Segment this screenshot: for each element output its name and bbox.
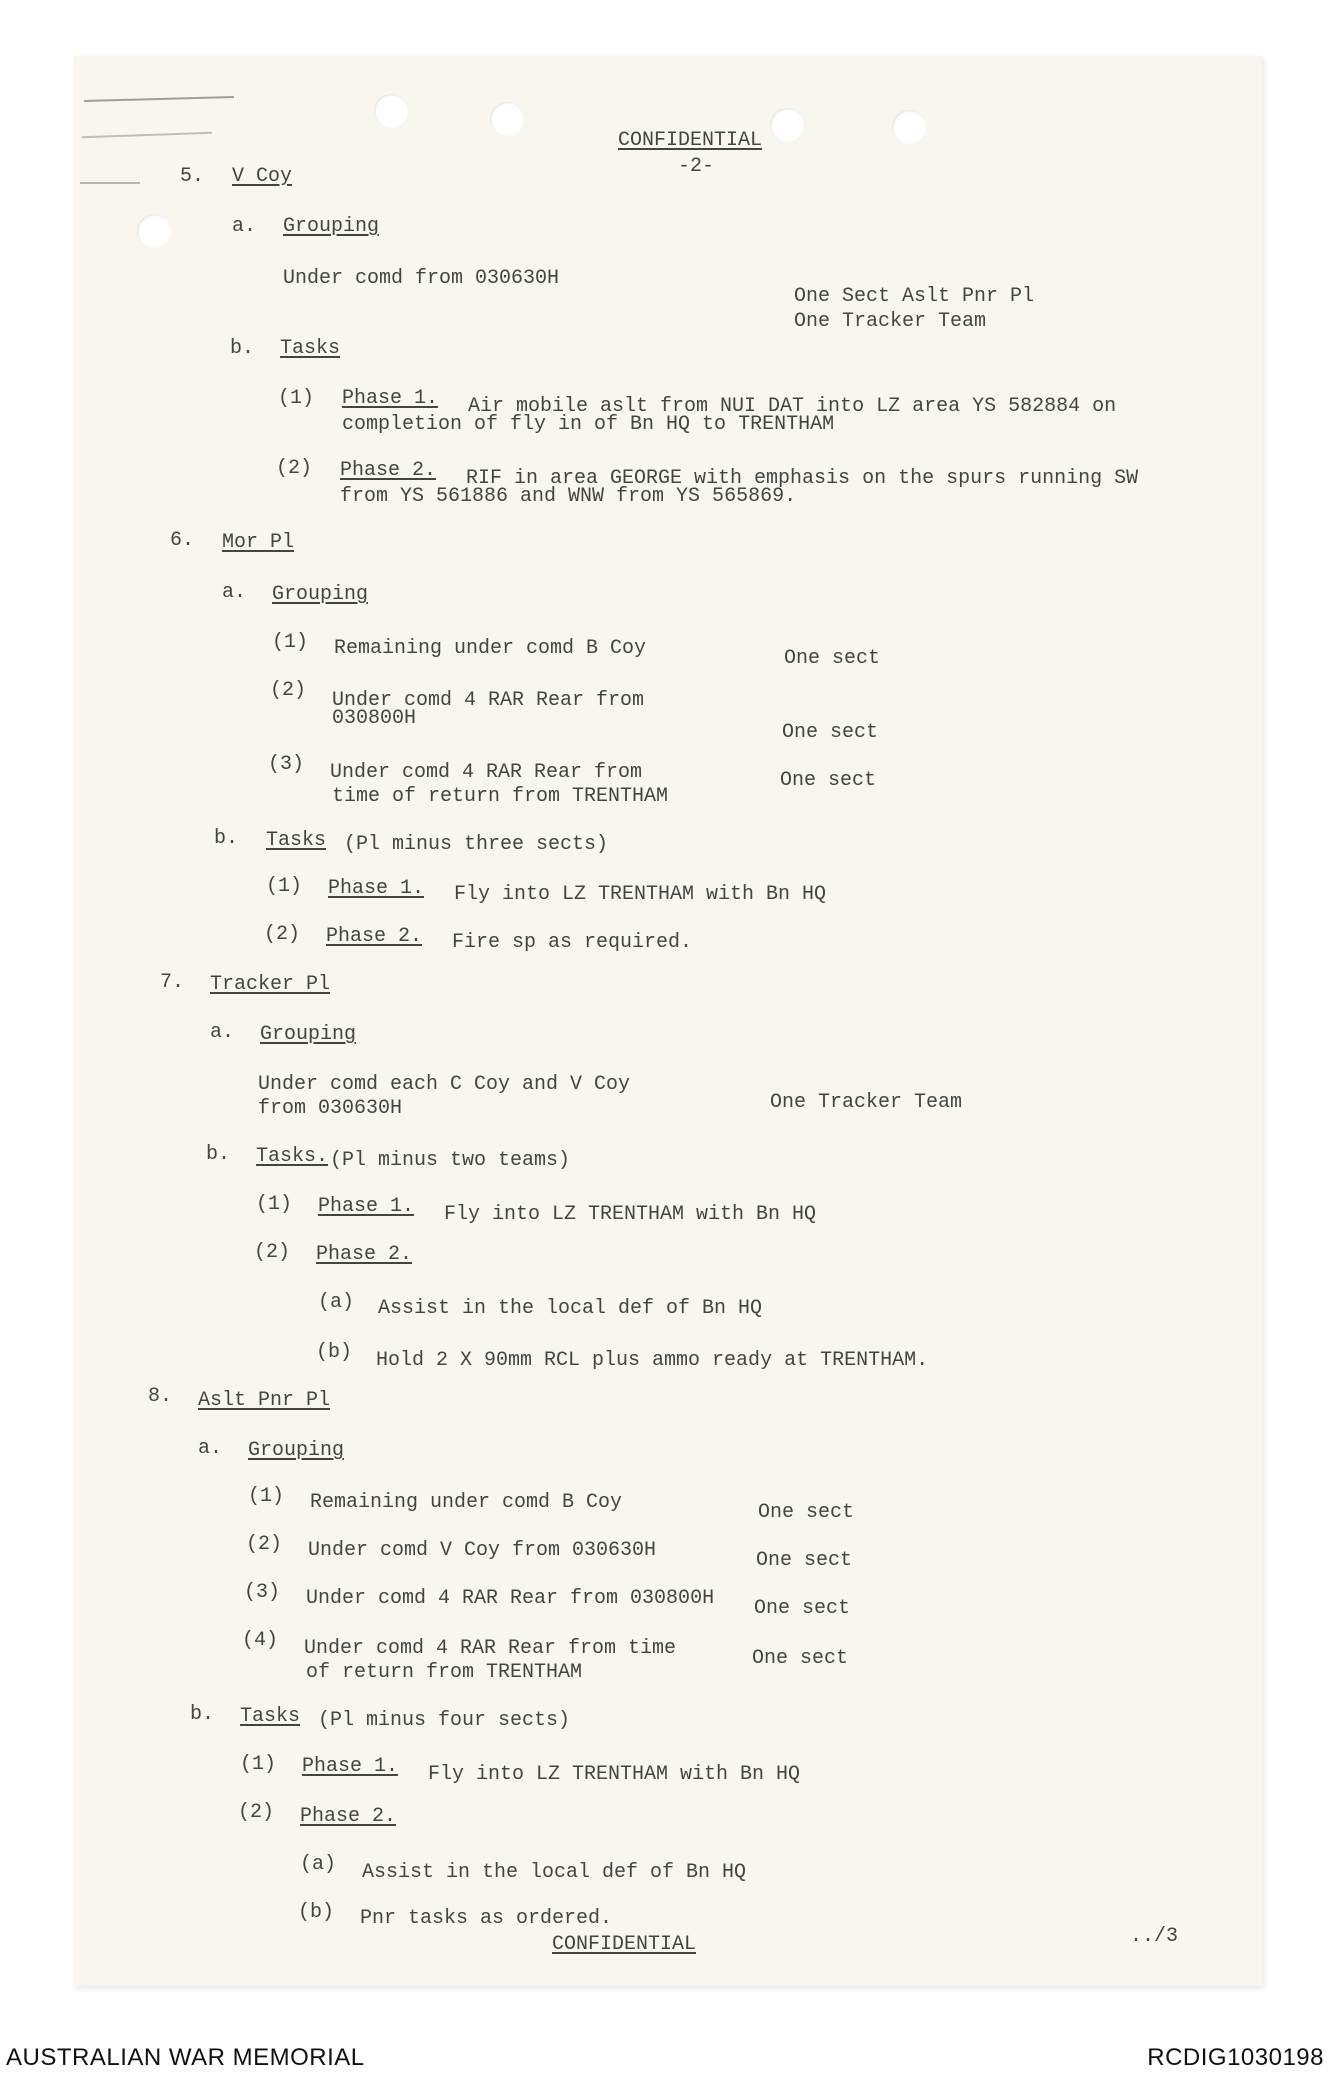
s5-a-title: Grouping xyxy=(283,215,380,238)
s8-grouping-4-text: Under comd 4 RAR Rear from time xyxy=(304,1637,677,1660)
s6-grouping-3-number: (3) xyxy=(268,753,305,776)
s6-grouping-1-text: Remaining under comd B Coy xyxy=(334,637,647,660)
section-6-title: Mor Pl xyxy=(222,531,295,554)
s7-a-title: Grouping xyxy=(260,1023,357,1046)
section-7-number: 7. xyxy=(160,971,185,994)
s6-grouping-2-number: (2) xyxy=(270,679,307,702)
footer-classification: CONFIDENTIAL xyxy=(552,1933,697,1956)
s6-grouping-1-right: One sect xyxy=(784,647,881,670)
section-6-number: 6. xyxy=(170,529,195,552)
s8-b-title: Tasks xyxy=(240,1705,301,1728)
section-7-title: Tracker Pl xyxy=(210,973,331,996)
s8-task-2-number: (2) xyxy=(238,1801,275,1824)
page-number: -2- xyxy=(678,155,715,178)
pen-mark xyxy=(80,182,140,184)
s7-task-1-phase: Phase 1. xyxy=(318,1195,415,1218)
s8-grouping-1-text: Remaining under comd B Coy xyxy=(310,1491,623,1514)
s8-grouping-3-right: One sect xyxy=(754,1597,851,1620)
s6-b-label: b. xyxy=(214,827,239,850)
s5-task-2-number: (2) xyxy=(276,457,313,480)
s7-task-1-text: Fly into LZ TRENTHAM with Bn HQ xyxy=(444,1203,817,1226)
s6-task-1-number: (1) xyxy=(266,875,303,898)
s7-subtask-b-number: (b) xyxy=(316,1341,353,1364)
s6-grouping-3-text: Under comd 4 RAR Rear from xyxy=(330,761,643,784)
s7-b-title: Tasks. xyxy=(256,1145,329,1168)
s6-grouping-2-text: Under comd 4 RAR Rear from xyxy=(332,689,645,712)
s7-subtask-b-text: Hold 2 X 90mm RCL plus ammo ready at TRENTHAM. xyxy=(376,1349,929,1372)
s6-b-title: Tasks xyxy=(266,829,327,852)
s8-grouping-2-text: Under comd V Coy from 030630H xyxy=(308,1539,657,1562)
s6-a-title: Grouping xyxy=(272,583,369,606)
s8-grouping-4-right: One sect xyxy=(752,1647,849,1670)
s5-task-1-text-2: completion of fly in of Bn HQ to TRENTHAM xyxy=(342,413,835,436)
section-5-number: 5. xyxy=(180,165,205,188)
s8-grouping-4-text-2: of return from TRENTHAM xyxy=(306,1661,583,1684)
s8-grouping-2-number: (2) xyxy=(246,1533,283,1556)
s5-task-1-text: Air mobile aslt from NUI DAT into LZ area YS 582884 on xyxy=(468,395,1117,418)
s7-subtask-a-text: Assist in the local def of Bn HQ xyxy=(378,1297,763,1320)
s8-grouping-3-number: (3) xyxy=(244,1581,281,1604)
s8-b-rest: (Pl minus four sects) xyxy=(318,1709,571,1732)
s5-grouping-right-1: One Sect Aslt Pnr Pl xyxy=(794,285,1035,308)
s6-grouping-2-text-2: 030800H xyxy=(332,707,417,730)
s7-b-rest: (Pl minus two teams) xyxy=(330,1149,571,1172)
s5-task-2-text: RIF in area GEORGE with emphasis on the spurs running SW xyxy=(466,467,1139,490)
s6-grouping-2-right: One sect xyxy=(782,721,879,744)
s8-grouping-2-right: One sect xyxy=(756,1549,853,1572)
s7-task-1-number: (1) xyxy=(256,1193,293,1216)
punch-hole xyxy=(374,94,408,128)
section-8-number: 8. xyxy=(148,1385,173,1408)
punch-hole xyxy=(892,110,926,144)
s7-a-label: a. xyxy=(210,1021,235,1044)
s7-subtask-a-number: (a) xyxy=(318,1291,355,1314)
s5-task-1-phase: Phase 1. xyxy=(342,387,439,410)
s5-grouping-right-2: One Tracker Team xyxy=(794,310,987,333)
s8-subtask-b-number: (b) xyxy=(298,1901,335,1924)
s6-grouping-3-right: One sect xyxy=(780,769,877,792)
s8-task-2-phase: Phase 2. xyxy=(300,1805,397,1828)
s7-task-2-phase: Phase 2. xyxy=(316,1243,413,1266)
s6-task-2-number: (2) xyxy=(264,923,301,946)
s8-task-1-text: Fly into LZ TRENTHAM with Bn HQ xyxy=(428,1763,801,1786)
s6-task-1-phase: Phase 1. xyxy=(328,877,425,900)
section-5-title: V Coy xyxy=(232,165,293,188)
s8-grouping-1-right: One sect xyxy=(758,1501,855,1524)
punch-hole xyxy=(490,102,524,136)
s7-grouping-text-2: from 030630H xyxy=(258,1097,403,1120)
s5-task-2-text-2: from YS 561886 and WNW from YS 565869. xyxy=(340,485,797,508)
s8-grouping-1-number: (1) xyxy=(248,1485,285,1508)
continuation-mark: ../3 xyxy=(1130,1925,1179,1948)
s6-a-label: a. xyxy=(222,581,247,604)
s5-b-label: b. xyxy=(230,337,255,360)
s8-subtask-b-text: Pnr tasks as ordered. xyxy=(360,1907,613,1930)
s6-b-rest: (Pl minus three sects) xyxy=(344,833,609,856)
s7-grouping-right: One Tracker Team xyxy=(770,1091,963,1114)
s6-task-2-phase: Phase 2. xyxy=(326,925,423,948)
s6-grouping-1-number: (1) xyxy=(272,631,309,654)
s5-task-2-phase: Phase 2. xyxy=(340,459,437,482)
header-classification: CONFIDENTIAL xyxy=(618,129,763,152)
s8-b-label: b. xyxy=(190,1703,215,1726)
s7-task-2-number: (2) xyxy=(254,1241,291,1264)
s6-task-1-text: Fly into LZ TRENTHAM with Bn HQ xyxy=(454,883,827,906)
s7-grouping-text: Under comd each C Coy and V Coy xyxy=(258,1073,631,1096)
s7-b-label: b. xyxy=(206,1143,231,1166)
punch-hole xyxy=(770,108,804,142)
s8-subtask-a-number: (a) xyxy=(300,1853,337,1876)
s6-grouping-3-text-2: time of return from TRENTHAM xyxy=(332,785,669,808)
archive-id: RCDIG1030198 xyxy=(1147,2044,1324,2071)
s5-a-label: a. xyxy=(232,215,257,238)
s8-a-title: Grouping xyxy=(248,1439,345,1462)
section-8-title: Aslt Pnr Pl xyxy=(198,1389,331,1412)
s8-a-label: a. xyxy=(198,1437,223,1460)
s6-task-2-text: Fire sp as required. xyxy=(452,931,693,954)
s5-b-title: Tasks xyxy=(280,337,341,360)
archive-name: AUSTRALIAN WAR MEMORIAL xyxy=(6,2044,365,2071)
s5-task-1-number: (1) xyxy=(278,387,315,410)
s8-grouping-3-text: Under comd 4 RAR Rear from 030800H xyxy=(306,1587,715,1610)
s8-task-1-phase: Phase 1. xyxy=(302,1755,399,1778)
s8-task-1-number: (1) xyxy=(240,1753,277,1776)
punch-hole xyxy=(137,214,171,248)
s8-grouping-4-number: (4) xyxy=(242,1629,279,1652)
s5-grouping-text: Under comd from 030630H xyxy=(283,267,560,290)
s8-subtask-a-text: Assist in the local def of Bn HQ xyxy=(362,1861,747,1884)
